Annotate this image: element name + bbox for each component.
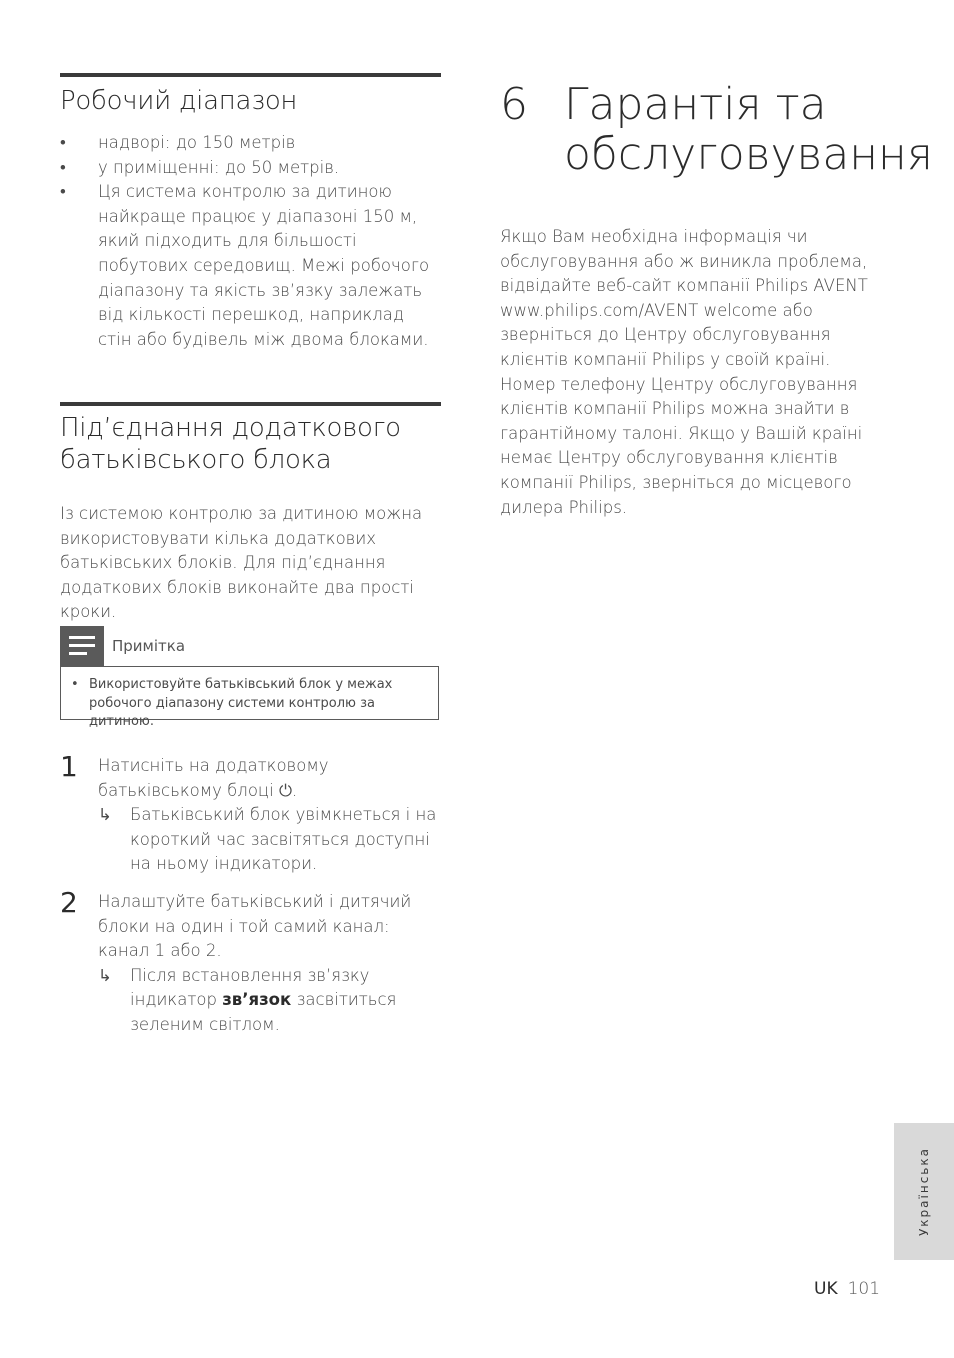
list-item: • надворі: до 150 метрів	[60, 131, 441, 156]
list-item: • Ця система контролю за дитиною найкраще працює у діапазоні 150 м, який підходить для більшості побутових середовищ. Межі робочого діапазону та якість зв’язку залежать від кількості перешкод, наприклад стін або будівель між двома блоками.	[60, 180, 441, 352]
step-result	[98, 803, 441, 877]
step-result-prefix: Після встановлення зв’язку індикатор	[130, 965, 370, 1010]
result-arrow-icon: ↳	[98, 965, 112, 985]
page-number: 101	[847, 1279, 881, 1299]
intro-paragraph: Із системою контролю за дитиною можна використовувати кілька додаткових батьківських блоків. Для під’єднання додаткових блоків виконайте два прості кроки.	[60, 504, 423, 622]
language-side-label: Українська	[917, 1147, 931, 1236]
note-icon	[60, 626, 104, 666]
section-title-range: Робочий діапазон	[60, 86, 298, 116]
step-result-bold: зв’язок	[222, 990, 292, 1010]
step-result	[98, 964, 441, 1038]
warranty-paragraph: Якщо Вам необхідна інформація чи обслуговування або ж виникла проблема, відвідайте веб-сайт компанії Philips AVENT www.philips.com/AVENT welcome або зверніться до Центру обслуговування клієнтів компанії Philips у своїй країні. Номер телефону Центру обслуговування клієнтів компанії Philips можна знайти в гарантійному талоні. Якщо у Вашій країні немає Центру обслуговування клієнтів компанії Philips, зверніться до місцевого дилера Philips.	[500, 227, 868, 517]
left-column	[60, 73, 441, 1034]
step-result-text: Батьківський блок увімкнеться і на короткий час засвітяться доступні на ньому індикатори.	[130, 805, 437, 874]
step-text: Налаштуйте батьківський і дитячий блоки на один і той самий канал: канал 1 або 2.	[98, 892, 412, 961]
result-arrow-icon: ↳	[98, 805, 112, 825]
page-footer	[814, 1279, 880, 1299]
section-rule	[60, 402, 441, 406]
language-side-tab	[894, 1123, 954, 1260]
step-number: 1	[60, 750, 78, 783]
footer-language: UK	[814, 1279, 838, 1299]
step-2	[60, 886, 441, 1038]
step-1	[60, 750, 441, 877]
note-box	[60, 666, 439, 729]
chapter-title-line: обслуговування	[564, 129, 933, 180]
note-title: Примітка	[112, 637, 186, 655]
list-item: • у приміщенні: до 50 метрів.	[60, 156, 441, 181]
step-text: Натисніть на додатковому батьківському блоці ⏻.	[98, 756, 329, 800]
chapter-number: 6	[500, 79, 528, 130]
step-number: 2	[60, 886, 78, 919]
note-item: • Використовуйте батьківський блок у межах робочого діапазону системи контролю за дитиною.	[71, 676, 428, 732]
section-title-additional-unit: Під’єднання додаткового батьківського блока	[60, 413, 401, 475]
chapter-title-line: Гарантія та	[564, 79, 827, 130]
step-result-suffix: засвітиться зеленим світлом.	[130, 990, 397, 1034]
chapter-title	[564, 80, 933, 180]
range-bullet-list	[60, 131, 441, 352]
section-rule	[60, 73, 441, 77]
note-header	[60, 626, 185, 666]
